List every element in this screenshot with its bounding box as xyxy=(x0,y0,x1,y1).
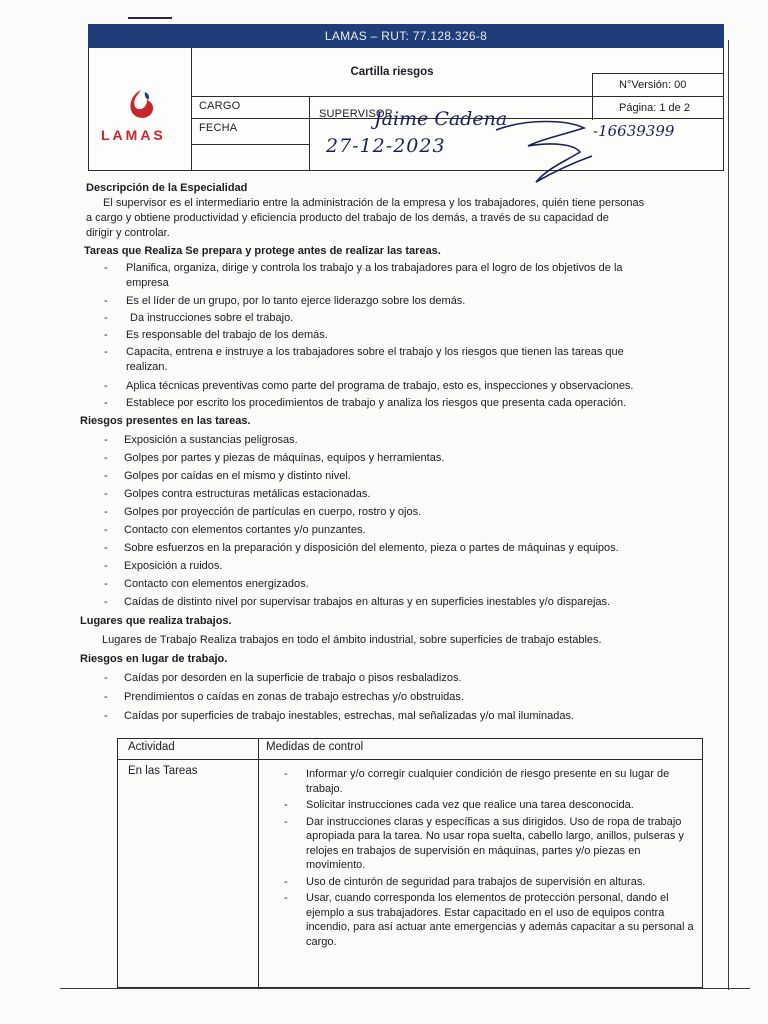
list-item xyxy=(284,891,694,949)
description-line: dirigir y controlar. xyxy=(86,227,170,239)
bullet-dash: - xyxy=(104,672,108,684)
column-header-medidas: Medidas de control xyxy=(266,741,364,753)
bullet-dash: - xyxy=(104,710,108,722)
section-heading: Riesgos presentes en las tareas. xyxy=(80,415,251,427)
list-item: Da instrucciones sobre el trabajo. xyxy=(130,312,294,324)
top-scan-mark xyxy=(128,17,172,19)
bullet-dash: - xyxy=(104,312,108,324)
control-measures-list xyxy=(284,767,694,951)
fecha-label: FECHA xyxy=(199,122,238,134)
list-item: Exposición a sustancias peligrosas. xyxy=(124,434,298,446)
bullet-dash: - xyxy=(104,506,108,518)
paper-edge xyxy=(728,40,729,990)
bullet-dash: - xyxy=(104,691,108,703)
bullet-dash: - xyxy=(284,768,288,780)
list-item: realizan. xyxy=(126,361,168,373)
list-item xyxy=(284,875,694,890)
list-item: Exposición a ruidos. xyxy=(124,560,223,572)
list-item: Planifica, organiza, dirige y controla los trabajo y a los trabajadores para el logro de los objetivos de la xyxy=(126,262,623,274)
measure-text: Informar y/o corregir cualquier condición de riesgo presente en su lugar de trabajo. xyxy=(306,768,670,795)
list-item: Es responsable del trabajo de los demás. xyxy=(126,329,328,341)
measure-text: Usar, cuando corresponda los elementos de protección personal, dando el ejemplo a sus trabajadores. Estar capacitado en el uso de equipos contra incendio, para así actuar ante emergencias y además capacitar a su personal a cargo. xyxy=(306,892,694,948)
version-number: N°Versión: 00 xyxy=(619,79,687,91)
description-line: a cargo y obtiene productividad y eficiencia producto del trabajo de los demás, a través de su capacidad de xyxy=(86,212,609,224)
list-item: Prendimientos o caídas en zonas de trabajo estrechas y/o obstruidas. xyxy=(124,691,464,703)
page-number: Página: 1 de 2 xyxy=(593,96,723,119)
document-title: Cartilla riesgos xyxy=(350,66,434,78)
list-item: Golpes por partes y piezas de máquinas, equipos y herramientas. xyxy=(124,452,445,464)
lugares-text: Lugares de Trabajo Realiza trabajos en todo el ámbito industrial, sobre superficies de trabajo estables. xyxy=(102,634,602,646)
bullet-dash: - xyxy=(104,578,108,590)
paper-edge xyxy=(60,988,750,989)
bullet-dash: - xyxy=(104,434,108,446)
bullet-dash: - xyxy=(104,542,108,554)
list-item xyxy=(284,815,694,873)
signature-flourish xyxy=(488,112,598,190)
measure-text: Dar instrucciones claras y específicas a sus dirigidos. Uso de ropa de trabajo apropiada para la tarea. No usar ropa suelta, cabello largo, anillos, pulseras y relojes en trabajos de supervisión en máquinas, partes y/o piezas en movimiento. xyxy=(306,815,684,871)
bullet-dash: - xyxy=(104,470,108,482)
section-heading: Tareas que Realiza Se prepara y protege antes de realizar las tareas. xyxy=(84,245,441,257)
section-heading: Riesgos en lugar de trabajo. xyxy=(80,653,228,665)
bullet-dash: - xyxy=(104,524,108,536)
list-item: Establece por escrito los procedimientos de trabajo y analiza los riesgos que presenta cada operación. xyxy=(126,397,627,409)
activity-cell: En las Tareas xyxy=(128,765,198,777)
handwritten-rut: -16639399 xyxy=(593,122,675,140)
document-header xyxy=(88,24,724,172)
list-item: Caídas por desorden en la superficie de trabajo o pisos resbaladizos. xyxy=(124,672,462,684)
header-divider xyxy=(192,144,310,145)
list-item: Caídas de distinto nivel por supervisar trabajos en alturas y en superficies inestables y/o disparejas. xyxy=(124,596,611,608)
list-item: Sobre esfuerzos en la preparación y disposición del elemento, pieza o partes de máquinas y equipos. xyxy=(124,542,619,554)
version-cell xyxy=(592,73,723,120)
header-divider xyxy=(192,96,592,97)
company-band: LAMAS – RUT: 77.128.326-8 xyxy=(88,24,724,48)
list-item: Golpes por proyección de partículas en cuerpo, rostro y ojos. xyxy=(124,506,422,518)
logo-cell xyxy=(89,48,192,170)
bullet-dash: - xyxy=(104,346,108,358)
bullet-dash: - xyxy=(104,380,108,392)
bullet-dash: - xyxy=(284,892,288,904)
cargo-label: CARGO xyxy=(199,100,241,112)
bullet-dash: - xyxy=(104,329,108,341)
list-item xyxy=(284,798,694,813)
table-divider xyxy=(258,739,259,987)
bullet-dash: - xyxy=(104,452,108,464)
bullet-dash: - xyxy=(104,596,108,608)
list-item: Contacto con elementos cortantes y/o punzantes. xyxy=(124,524,366,536)
bullet-dash: - xyxy=(104,560,108,572)
list-item: Golpes contra estructuras metálicas estacionadas. xyxy=(124,488,371,500)
measure-text: Uso de cinturón de seguridad para trabajos de supervisión en alturas. xyxy=(306,875,646,888)
bullet-dash: - xyxy=(104,262,108,274)
bullet-dash: - xyxy=(284,875,288,888)
list-item: Golpes por caídas en el mismo y distinto nivel. xyxy=(124,470,351,482)
bullet-dash: - xyxy=(104,295,108,307)
measure-text: Solicitar instrucciones cada vez que realice una tarea desconocida. xyxy=(306,799,634,811)
lamas-logo-icon xyxy=(125,88,157,122)
bullet-dash: - xyxy=(284,799,288,811)
table-divider xyxy=(118,759,702,760)
list-item: Contacto con elementos energizados. xyxy=(124,578,309,590)
handwritten-date: 27-12-2023 xyxy=(326,135,446,157)
list-item xyxy=(284,767,694,796)
bullet-dash: - xyxy=(284,815,288,828)
bullet-dash: - xyxy=(104,488,108,500)
section-heading: Descripción de la Especialidad xyxy=(86,182,248,194)
bullet-dash: - xyxy=(104,397,108,409)
logo-wordmark: LAMAS xyxy=(101,127,166,143)
column-header-actividad: Actividad xyxy=(128,741,175,753)
control-measures-table xyxy=(117,738,703,988)
list-item: Es el líder de un grupo, por lo tanto ejerce liderazgo sobre los demás. xyxy=(126,295,466,307)
header-divider xyxy=(309,96,310,170)
list-item: empresa xyxy=(126,277,169,289)
cargo-value: SUPERVISOR xyxy=(319,108,393,120)
list-item: Aplica técnicas preventivas como parte del programa de trabajo, esto es, inspecciones y observaciones. xyxy=(126,380,634,392)
list-item: Capacita, entrena e instruye a los trabajadores sobre el trabajo y los riesgos que tienen las tareas que xyxy=(126,346,624,358)
handwritten-signature: Jaime Cadena xyxy=(374,108,508,130)
section-heading: Lugares que realiza trabajos. xyxy=(80,615,232,627)
list-item: Caídas por superficies de trabajo inestables, estrechas, mal señalizadas y/o mal iluminadas. xyxy=(124,710,575,722)
description-line: El supervisor es el intermediario entre la administración de la empresa y los trabajadores, quién tiene personas xyxy=(103,197,645,209)
